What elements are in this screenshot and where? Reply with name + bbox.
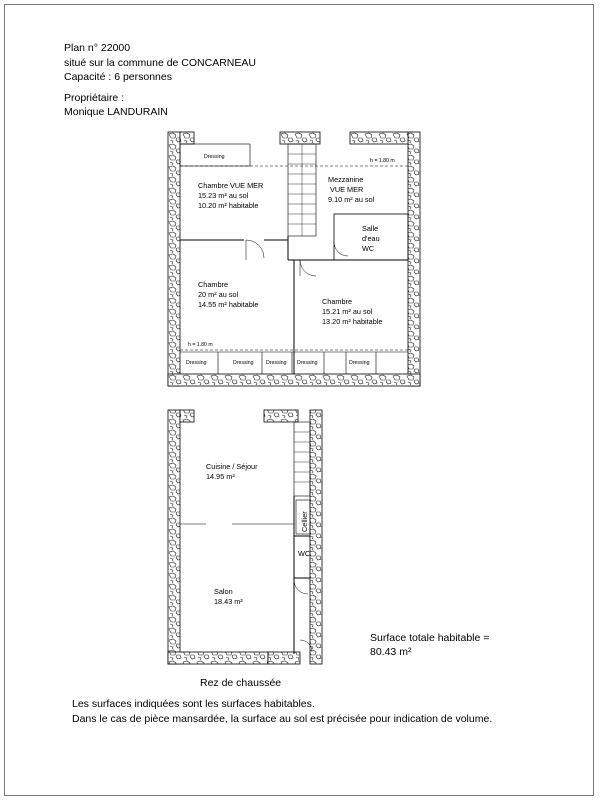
ground-floor-caption: Rez de chaussée xyxy=(200,677,282,689)
owner-name: Monique LANDURAIN xyxy=(64,106,168,118)
ground-wall-bottom-mid xyxy=(268,652,300,664)
room-mezzanine-view: VUE MER xyxy=(330,185,364,194)
room-salon-area: 18.43 m² xyxy=(214,597,243,606)
ground-floor-plan xyxy=(168,410,322,664)
room-salon-name: Salon xyxy=(214,587,233,596)
dressing-label-3: Dressing xyxy=(266,360,287,366)
room-chambre-1-floor: 20 m² au sol xyxy=(198,290,239,299)
owner-label: Propriétaire : xyxy=(64,92,125,104)
upper-wall-top-right xyxy=(350,132,408,144)
room-chambre-vue-mer-habitable: 10.20 m² habitable xyxy=(198,201,259,210)
ground-wall-top-left xyxy=(180,410,194,422)
dressing-label-4: Dressing xyxy=(297,360,318,366)
plan-number: Plan n° 22000 xyxy=(64,42,131,54)
ground-wall-bottom-left xyxy=(168,652,268,664)
dressing-label-5: Dressing xyxy=(349,360,370,366)
room-cuisine-area: 14.95 m² xyxy=(206,472,235,481)
room-wc-label: WC xyxy=(298,549,311,558)
upper-staircase xyxy=(288,144,316,236)
room-chambre-1-habitable: 14.55 m² habitable xyxy=(198,300,259,309)
ground-staircase xyxy=(294,422,310,496)
room-chambre-vue-mer-floor: 15.23 m² au sol xyxy=(198,191,249,200)
room-chambre-2-floor: 15.21 m² au sol xyxy=(322,307,373,316)
upper-wall-bottom xyxy=(168,374,420,386)
room-salle-eau-line2: d'eau xyxy=(362,234,380,243)
commune-line: situé sur la commune de CONCARNEAU xyxy=(64,57,256,69)
height-note-bottom: h = 1.80 m xyxy=(188,342,213,348)
surface-total-label: Surface totale habitable = xyxy=(370,632,490,644)
ground-wall-right xyxy=(310,410,322,664)
upper-floor-plan xyxy=(168,132,420,386)
room-salle-eau-line1: Salle xyxy=(362,224,379,233)
note-line-2: Dans le cas de pièce mansardée, la surface au sol est précisée pour indication de volume. xyxy=(72,713,493,725)
room-chambre-vue-mer-name: Chambre VUE MER xyxy=(198,181,264,190)
dressing-label-1: Dressing xyxy=(186,360,207,366)
dressing-label-2: Dressing xyxy=(233,360,254,366)
room-mezzanine-floor: 9.10 m² au sol xyxy=(328,195,375,204)
upper-wall-top-mid xyxy=(280,132,320,144)
room-chambre-2-habitable: 13.20 m² habitable xyxy=(322,317,383,326)
dressing-label-top: Dressing xyxy=(204,154,225,160)
room-chambre-2-name: Chambre xyxy=(322,297,353,306)
room-cuisine-name: Cuisine / Séjour xyxy=(206,462,258,471)
ground-wall-left xyxy=(168,410,180,664)
room-mezzanine-name: Mezzanine xyxy=(328,175,364,184)
note-line-1: Les surfaces indiquées sont les surfaces habitables. xyxy=(72,698,315,710)
surface-total-value: 80.43 m² xyxy=(370,646,412,658)
upper-wall-left xyxy=(168,132,180,386)
capacity-line: Capacité : 6 personnes xyxy=(64,71,172,83)
height-note-top: h = 1.80 m xyxy=(370,158,395,164)
room-chambre-1-name: Chambre xyxy=(198,280,229,289)
upper-wall-right xyxy=(408,132,420,386)
ground-wall-top-right xyxy=(264,410,298,422)
room-cellier-label: Cellier xyxy=(300,511,309,532)
upper-wall-top-left xyxy=(180,132,194,144)
room-salle-eau-line3: WC xyxy=(362,244,375,253)
